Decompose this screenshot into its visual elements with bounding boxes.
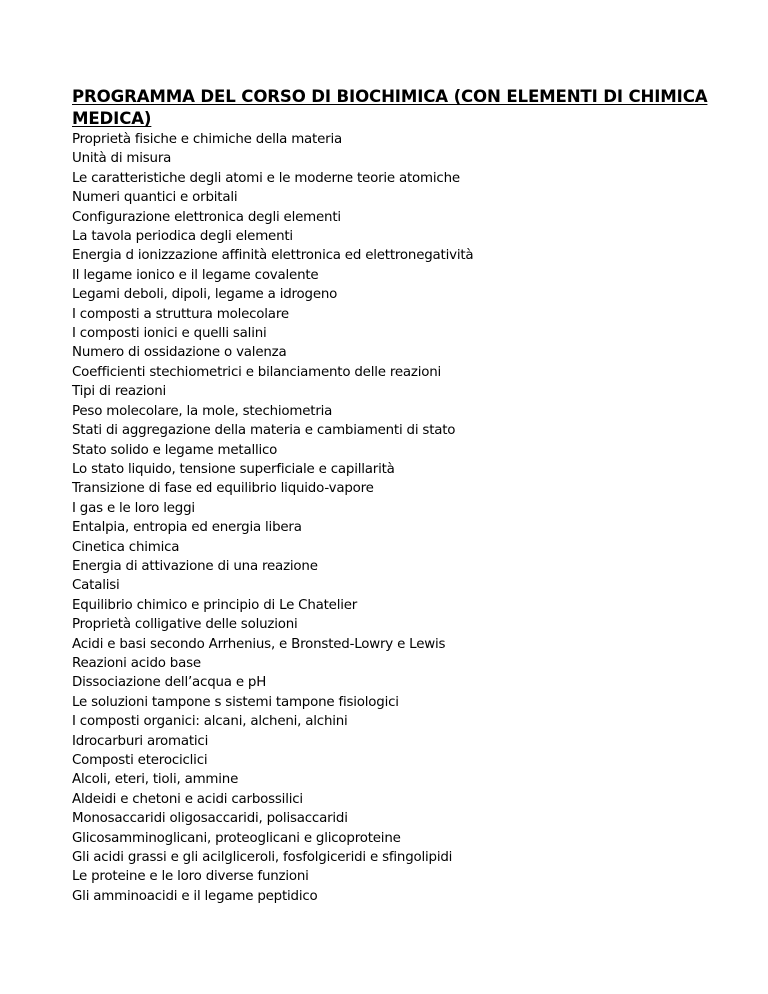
topic-item: Cinetica chimica	[72, 539, 180, 555]
topic-item: Catalisi	[72, 578, 120, 594]
topic-item: Alcoli, eteri, tioli, ammine	[72, 772, 239, 788]
document-title: PROGRAMMA DEL CORSO DI BIOCHIMICA (CON ELEMENTI DI CHIMICA MEDICA)	[72, 87, 708, 128]
topic-item: Tipi di reazioni	[72, 384, 167, 400]
topic-item: Entalpia, entropia ed energia libera	[72, 520, 302, 536]
topic-item: Dissociazione dell’acqua e pH	[72, 675, 267, 691]
topic-item: Il legame ionico e il legame covalente	[72, 267, 319, 283]
topic-item: Proprietà colligative delle soluzioni	[72, 617, 298, 633]
topic-item: Gli acidi grassi e gli acilgliceroli, fosfolgiceridi e sfingolipidi	[72, 850, 453, 866]
topic-item: La tavola periodica degli elementi	[72, 229, 293, 245]
topic-item: Peso molecolare, la mole, stechiometria	[72, 403, 333, 419]
topic-item: Stati di aggregazione della materia e cambiamenti di stato	[72, 423, 456, 439]
topic-item: Legami deboli, dipoli, legame a idrogeno	[72, 287, 338, 303]
topic-item: Numero di ossidazione o valenza	[72, 345, 287, 361]
topic-item: Energia di attivazione di una reazione	[72, 558, 318, 574]
topic-item: Coefficienti stechiometrici e bilanciamento delle reazioni	[72, 364, 442, 380]
topic-item: Le soluzioni tampone s sistemi tampone fisiologici	[72, 694, 399, 710]
topic-item: Configurazione elettronica degli elementi	[72, 209, 341, 225]
document-page	[72, 86, 712, 906]
topic-item: I composti ionici e quelli salini	[72, 326, 267, 342]
topic-item: Reazioni acido base	[72, 655, 201, 671]
topic-item: Acidi e basi secondo Arrhenius, e Bronsted-Lowry e Lewis	[72, 636, 446, 652]
topic-item: Energia d ionizzazione affinità elettronica ed elettronegatività	[72, 248, 474, 264]
topic-item: Unità di misura	[72, 151, 172, 167]
topic-item: I composti a struttura molecolare	[72, 306, 289, 322]
topic-item: Composti eterociclici	[72, 753, 208, 768]
topic-item: Numeri quantici e orbitali	[72, 190, 238, 206]
topic-item: Proprietà fisiche e chimiche della materia	[72, 132, 342, 147]
topic-list	[72, 130, 712, 906]
topic-item: Stato solido e legame metallico	[72, 442, 278, 458]
topic-item: Glicosamminoglicani, proteoglicani e glicoproteine	[72, 830, 401, 846]
topic-item: Gli amminoacidi e il legame peptidico	[72, 888, 318, 904]
topic-item: Equilibrio chimico e principio di Le Chatelier	[72, 597, 358, 613]
topic-item: Le caratteristiche degli atomi e le moderne teorie atomiche	[72, 170, 460, 186]
topic-item: Monosaccaridi oligosaccaridi, polisaccaridi	[72, 811, 348, 827]
topic-item: Lo stato liquido, tensione superficiale e capillarità	[72, 461, 395, 477]
topic-item: Aldeidi e chetoni e acidi carbossilici	[72, 791, 303, 807]
topic-item: Transizione di fase ed equilibrio liquido-vapore	[72, 481, 374, 497]
topic-item: I gas e le loro leggi	[72, 500, 195, 516]
topic-item: Idrocarburi aromatici	[72, 733, 209, 749]
topic-item: Le proteine e le loro diverse funzioni	[72, 869, 309, 885]
topic-item: I composti organici: alcani, alcheni, alchini	[72, 714, 348, 730]
